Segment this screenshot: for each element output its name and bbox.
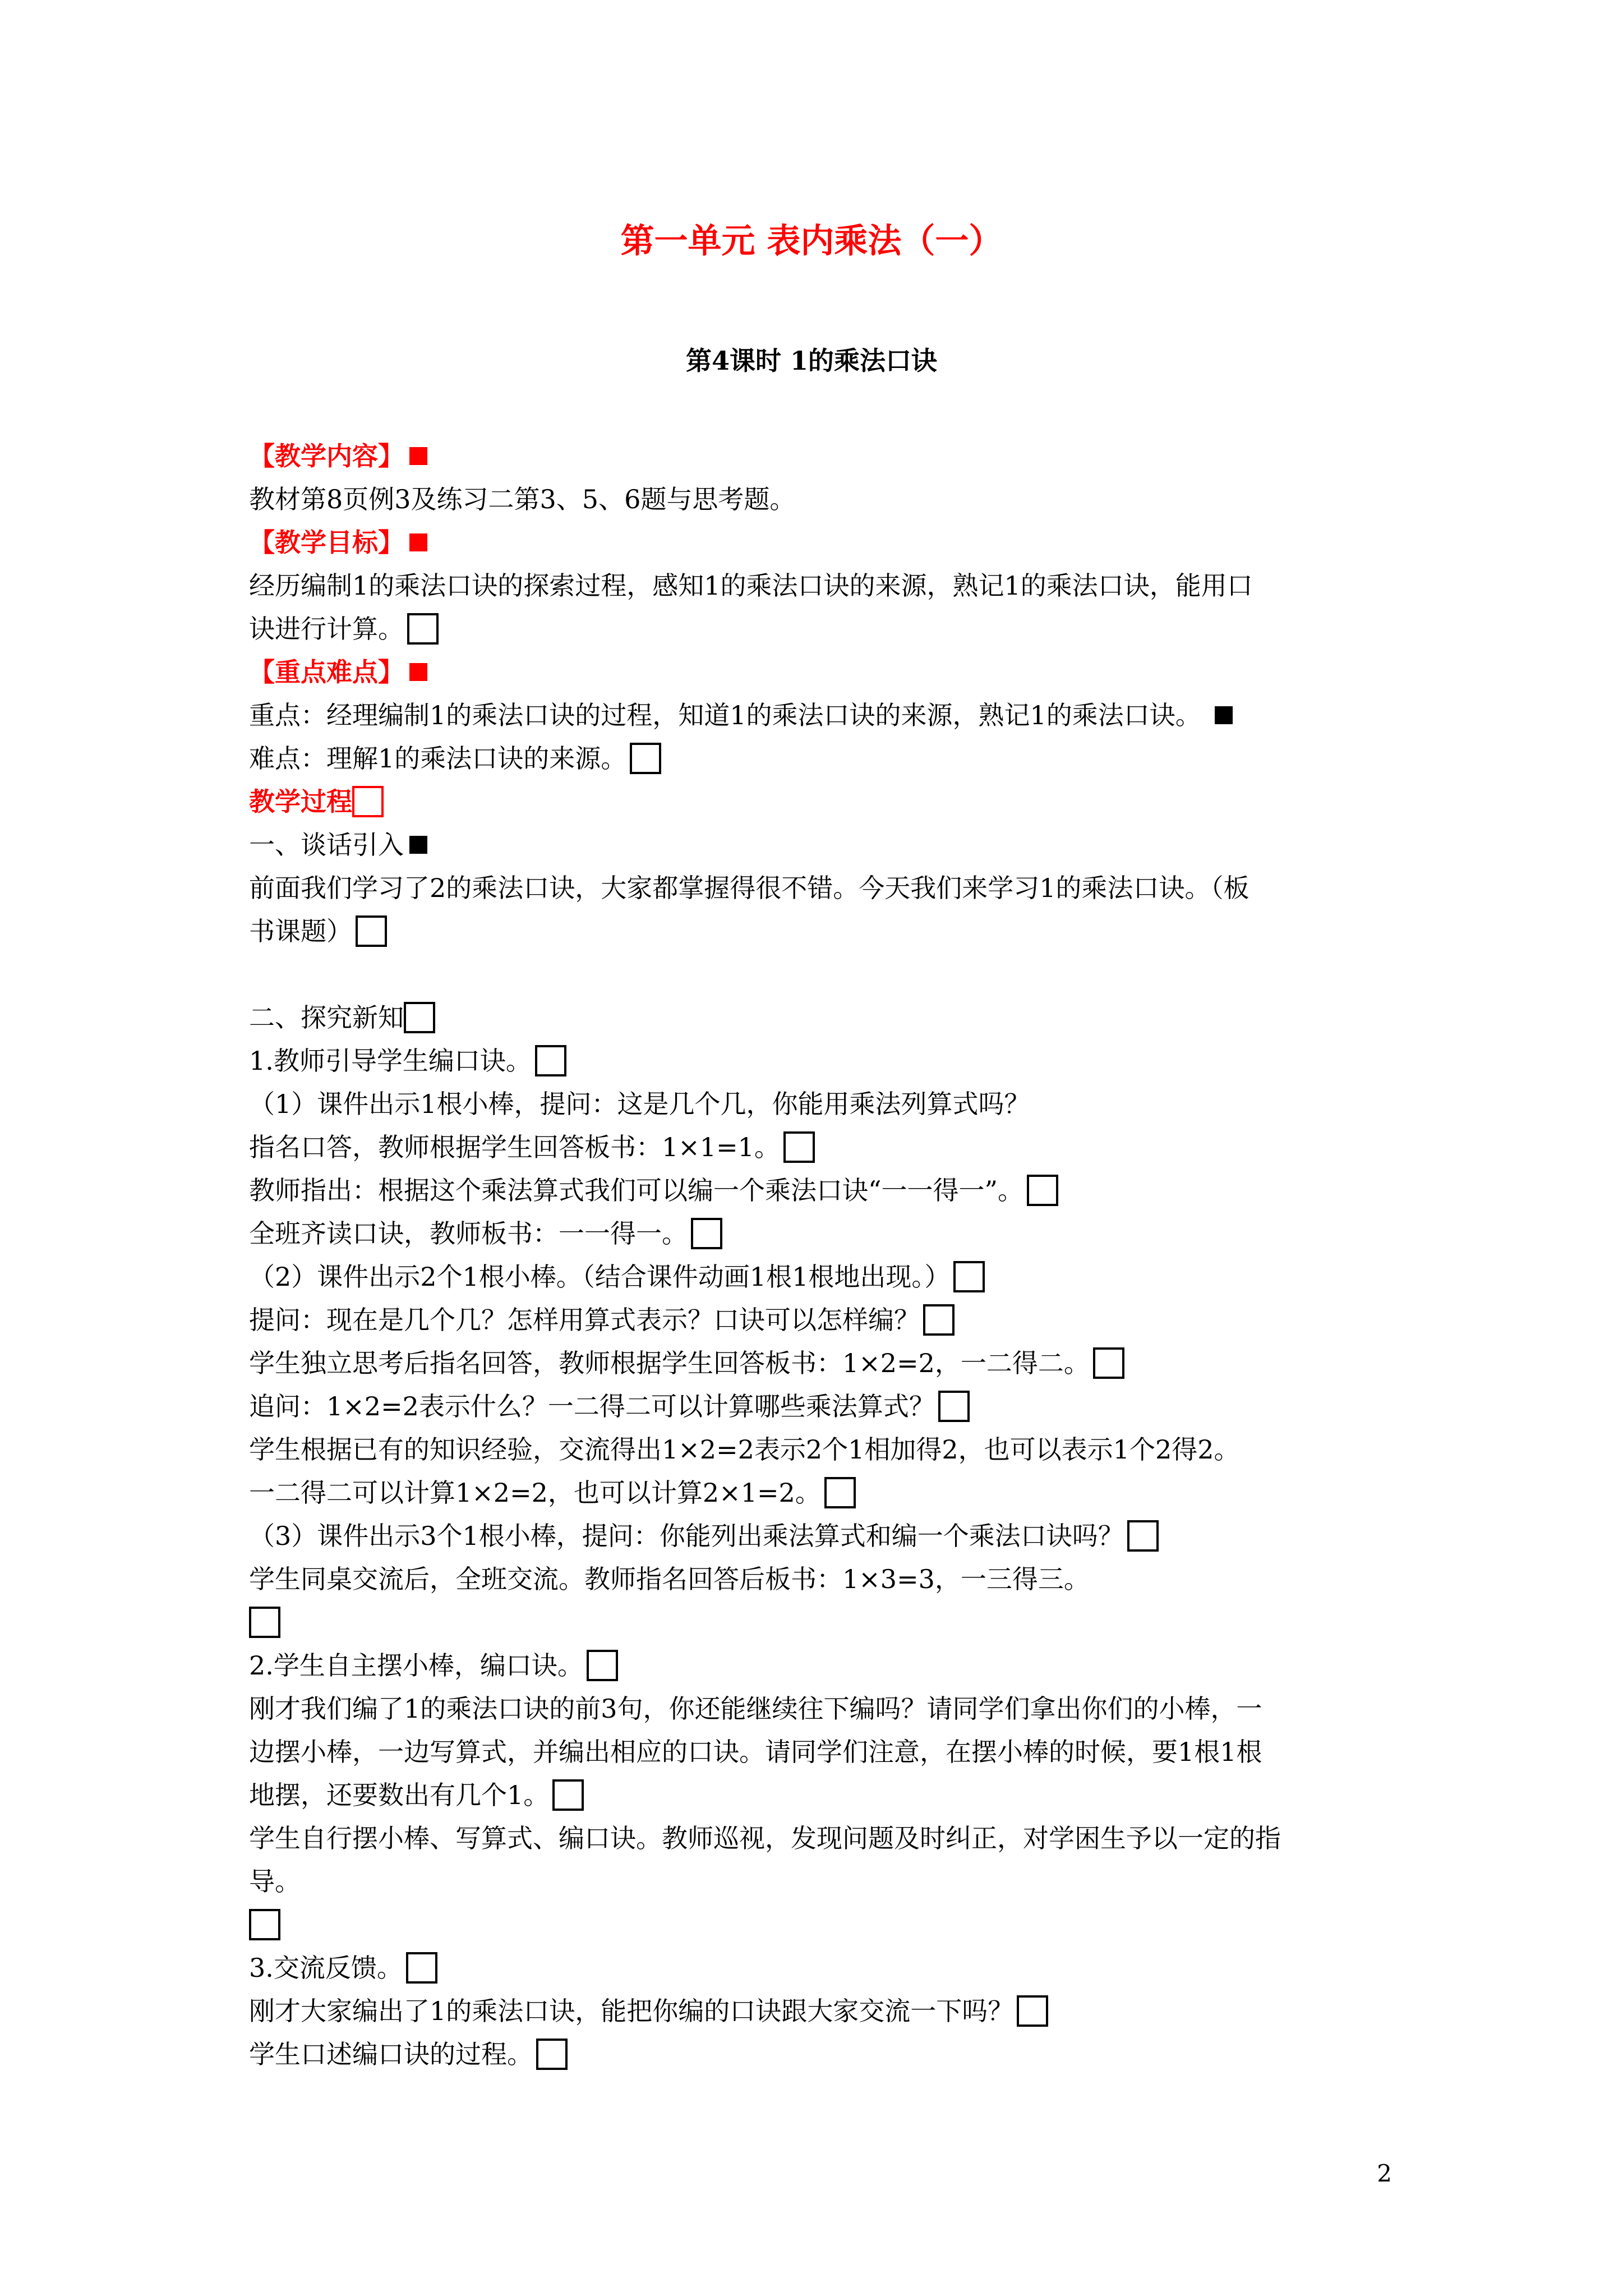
step1-line-4: 全班齐读口诀，教师板书：一一得一。 — [249, 1218, 688, 1249]
step1-line-2: 指名口答，教师根据学生回答板书：1×1=1。 — [249, 1132, 780, 1162]
difficult-point-line — [249, 737, 1393, 780]
step1-line-8-wrap — [249, 1385, 1393, 1428]
page-number: 2 — [1377, 2160, 1392, 2187]
step1-heading: 1.教师引导学生编口诀。 — [249, 1046, 532, 1076]
step2-heading: 2.学生自主摆小棒，编口诀。 — [249, 1650, 583, 1681]
standalone-box-line — [249, 1601, 1393, 1644]
unit-title: 第一单元 表内乘法（一） — [620, 222, 1003, 261]
document-body — [249, 435, 1393, 2076]
step2-line-5: 导。 — [249, 1866, 301, 1897]
step1-line-6: 提问：现在是几个几？怎样用算式表示？口诀可以怎样编？ — [249, 1305, 920, 1335]
step2-heading-line — [249, 1644, 1393, 1687]
step1-line-11: （3）课件出示3个1根小棒，提问：你能列出乘法算式和编一个乘法口诀吗？ — [249, 1521, 1124, 1551]
step3-line-1: 刚才大家编出了1的乘法口诀，能把你编的口诀跟大家交流一下吗？ — [249, 1996, 1014, 2026]
part1-text-2-line — [249, 910, 1393, 953]
goal-heading-line — [249, 521, 1393, 564]
red-empty-box — [352, 786, 384, 817]
empty-box — [587, 1650, 618, 1681]
step2-line-3-wrap — [249, 1774, 1393, 1817]
red-square-marker — [409, 663, 427, 681]
key-heading-line — [249, 651, 1393, 694]
step1-line-4-wrap — [249, 1212, 1393, 1255]
empty-box — [630, 743, 661, 774]
step1-line-2-wrap — [249, 1126, 1393, 1169]
step1-line-8: 追问：1×2=2表示什么？一二得二可以计算哪些乘法算式？ — [249, 1391, 935, 1421]
step2-line-3: 地摆，还要数出有几个1。 — [249, 1780, 550, 1810]
content-text: 教材第8页例3及练习二第3、5、6题与思考题。 — [249, 484, 796, 514]
process-heading-line — [249, 780, 1393, 823]
empty-box — [1027, 1175, 1058, 1206]
empty-box — [783, 1131, 815, 1163]
step1-line-1: （1）课件出示1根小棒，提问：这是几个几，你能用乘法列算式吗？ — [249, 1089, 1030, 1119]
step1-heading-line — [249, 1039, 1393, 1083]
step1-line-5-wrap — [249, 1255, 1393, 1299]
key-heading: 【重点难点】 — [249, 657, 404, 687]
empty-box — [536, 2039, 568, 2070]
empty-box — [535, 1045, 566, 1076]
step1-line-5: （2）课件出示2个1根小棒。（结合课件动画1根1根地出现。） — [249, 1262, 951, 1292]
empty-box — [953, 1261, 985, 1292]
goal-heading: 【教学目标】 — [249, 527, 404, 558]
key-point-line — [249, 694, 1393, 737]
goal-text-1: 经历编制1的乘法口诀的探索过程，感知1的乘法口诀的来源，熟记1的乘法口诀，能用口 — [249, 570, 1253, 601]
step1-line-11-wrap — [249, 1515, 1393, 1558]
content-heading-line — [249, 435, 1393, 478]
black-square-marker — [409, 836, 427, 854]
step3-line-2-wrap — [249, 2033, 1393, 2076]
empty-box — [406, 1952, 437, 1984]
empty-box — [249, 1607, 280, 1638]
empty-box — [404, 1002, 435, 1033]
empty-box — [356, 915, 387, 947]
step1-line-12: 学生同桌交流后，全班交流。教师指名回答后板书：1×3=3，一三得三。 — [249, 1564, 1090, 1594]
empty-box — [938, 1391, 970, 1422]
step1-line-7: 学生独立思考后指名回答，教师根据学生回答板书：1×2=2，一二得二。 — [249, 1348, 1090, 1378]
part1-text-2: 书课题） — [249, 916, 352, 946]
part1-heading-line — [249, 823, 1393, 867]
content-heading: 【教学内容】 — [249, 441, 404, 471]
step1-line-3-wrap — [249, 1169, 1393, 1212]
red-square-marker — [409, 447, 427, 465]
empty-box — [552, 1779, 584, 1811]
step1-line-7-wrap — [249, 1342, 1393, 1385]
part2-heading: 二、探究新知 — [249, 1002, 404, 1033]
goal-text-2-line — [249, 608, 1393, 651]
empty-box — [1127, 1520, 1159, 1552]
lesson-subtitle: 第4课时 1的乘法口诀 — [685, 346, 938, 376]
part2-heading-line — [249, 996, 1393, 1039]
part1-text-1: 前面我们学习了2的乘法口诀，大家都掌握得很不错。今天我们来学习1的乘法口诀。（板 — [249, 873, 1249, 903]
step3-heading-line — [249, 1947, 1393, 1990]
empty-box — [923, 1304, 955, 1336]
step3-heading: 3.交流反馈。 — [249, 1953, 403, 1983]
difficult-point: 难点：理解1的乘法口诀的来源。 — [249, 743, 627, 774]
step1-line-9: 学生根据已有的知识经验，交流得出1×2=2表示2个1相加得2，也可以表示1个2得2。 — [249, 1434, 1240, 1465]
key-point: 重点：经理编制1的乘法口诀的过程，知道1的乘法口诀的来源，熟记1的乘法口诀。 — [249, 700, 1201, 730]
red-square-marker — [409, 533, 427, 551]
empty-box — [691, 1218, 722, 1249]
goal-text-2: 诀进行计算。 — [249, 614, 404, 644]
process-heading: 教学过程 — [249, 786, 352, 817]
step1-line-6-wrap — [249, 1299, 1393, 1342]
step2-line-4: 学生自行摆小棒、写算式、编口诀。教师巡视，发现问题及时纠正，对学困生予以一定的指 — [249, 1823, 1281, 1853]
step1-line-10-wrap — [249, 1471, 1393, 1515]
step3-line-2: 学生口述编口诀的过程。 — [249, 2039, 533, 2069]
empty-box — [407, 613, 439, 645]
empty-box — [824, 1477, 856, 1508]
step1-line-3: 教师指出：根据这个乘法算式我们可以编一个乘法口诀“一一得一”。 — [249, 1175, 1024, 1205]
step1-line-10: 一二得二可以计算1×2=2，也可以计算2×1=2。 — [249, 1478, 821, 1508]
part1-heading: 一、谈话引入 — [249, 830, 404, 860]
step2-line-2: 边摆小棒，一边写算式，并编出相应的口诀。请同学们注意，在摆小棒的时候，要1根1根 — [249, 1737, 1262, 1767]
standalone-box-line — [249, 1903, 1393, 1947]
step3-line-1-wrap — [249, 1990, 1393, 2033]
step2-line-1: 刚才我们编了1的乘法口诀的前3句，你还能继续往下编吗？请同学们拿出你们的小棒，一 — [249, 1694, 1262, 1724]
empty-box — [249, 1909, 280, 1940]
blank-line — [249, 953, 1393, 996]
empty-box — [1017, 1995, 1048, 2027]
black-square-marker — [1215, 706, 1233, 724]
empty-box — [1093, 1347, 1124, 1379]
